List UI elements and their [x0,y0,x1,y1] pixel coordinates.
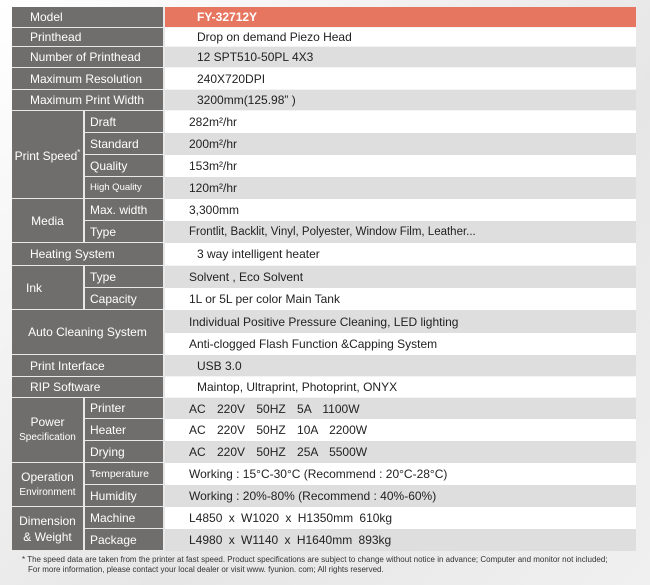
sublabel-high-quality: High Quality [85,177,165,199]
value-media-type: Frontlit, Backlit, Vinyl, Polyester, Window Film, Leather... [165,221,636,243]
row-print-interface [12,355,636,377]
label-specification: Specification [19,432,76,443]
label-number-of-printhead: Number of Printhead [12,47,165,68]
group-print-speed [12,111,85,199]
value-print-interface: USB 3.0 [165,355,636,377]
value-machine: L4850 x W1020 x H1350mm 610kg [165,507,636,529]
value-auto-cleaning-1: Individual Positive Pressure Cleaning, LED lighting [165,310,636,333]
footnote-line-1: * The speed data are taken from the printer at fast speed. Product specifications are subject to change without notice in advance; Computer and monitor not included; [22,555,608,564]
label-auto-cleaning: Auto Cleaning System [12,310,165,355]
row-heating-system [12,243,636,266]
value-high-quality: 120m²/hr [165,177,636,199]
value-ink-type: Solvent , Eco Solvent [165,266,636,288]
sublabel-media-type: Type [85,221,165,243]
row-rip-software [12,377,636,398]
sublabel-max-width: Max. width [85,199,165,221]
label-max-print-width: Maximum Print Width [12,90,165,111]
value-ink-capacity: 1L or 5L per color Main Tank [165,288,636,310]
value-heating-system: 3 way intelligent heater [165,243,636,266]
label-print-interface: Print Interface [12,355,165,377]
sublabel-standard: Standard [85,133,165,155]
sublabel-drying: Drying [85,441,165,463]
label-weight: & Weight [23,529,72,544]
label-media: Media [12,199,85,243]
label-operation: Operation [21,469,74,484]
value-rip-software: Maintop, Ultraprint, Photoprint, ONYX [165,377,636,398]
value-max-width: 3,300mm [165,199,636,221]
footnote [22,555,642,575]
sublabel-draft: Draft [85,111,165,133]
value-heater: AC 220V 50HZ 10A 2200W [165,419,636,441]
value-package: L4980 x W1140 x H1640mm 893kg [165,529,636,551]
print-speed-footnote-mark: * [77,148,81,157]
group-dimension [12,507,85,551]
label-environment: Environment [19,486,76,498]
label-model: Model [12,7,165,28]
value-standard: 200m²/hr [165,133,636,155]
value-printer: AC 220V 50HZ 5A 1100W [165,398,636,419]
sublabel-ink-capacity: Capacity [85,288,165,310]
row-max-print-width [12,90,636,111]
row-number-of-printhead [12,47,636,68]
sublabel-heater: Heater [85,419,165,441]
value-humidity: Working : 20%-80% (Recommend : 40%-60%) [165,485,636,507]
value-draft: 282m²/hr [165,111,636,133]
label-dimension: Dimension [19,513,76,528]
row-printhead [12,28,636,47]
label-rip-software: RIP Software [12,377,165,398]
value-quality: 153m²/hr [165,155,636,177]
sublabel-quality: Quality [85,155,165,177]
group-operation [12,463,85,507]
group-power [12,398,85,463]
value-max-print-width: 3200mm(125.98” ) [165,90,636,111]
value-temperature: Working : 15°C-30°C (Recommend : 20°C-28°C) [165,463,636,485]
sublabel-printer: Printer [85,398,165,419]
label-power: Power [30,415,65,429]
sublabel-machine: Machine [85,507,165,529]
value-max-resolution: 240X720DPI [165,68,636,90]
label-max-resolution: Maximum Resolution [12,68,165,90]
row-model [12,7,636,28]
sublabel-humidity: Humidity [85,485,165,507]
sublabel-temperature: Temperature [85,463,165,485]
value-auto-cleaning-2: Anti-clogged Flash Function &Capping System [165,333,636,355]
label-print-speed: Print Speed [14,149,78,163]
value-printhead: Drop on demand Piezo Head [165,28,636,47]
row-max-resolution [12,68,636,90]
value-model: FY-32712Y [165,7,636,28]
footnote-line-2: For more information, please contact your local dealer or visit www. fyunion. com; All rights reserved. [28,565,384,574]
value-number-of-printhead: 12 SPT510-50PL 4X3 [165,47,636,68]
label-printhead: Printhead [12,28,165,47]
sublabel-package: Package [85,529,165,551]
sublabel-ink-type: Type [85,266,165,288]
value-drying: AC 220V 50HZ 25A 5500W [165,441,636,463]
label-heating-system: Heating System [12,243,165,266]
label-ink: Ink [12,266,85,310]
